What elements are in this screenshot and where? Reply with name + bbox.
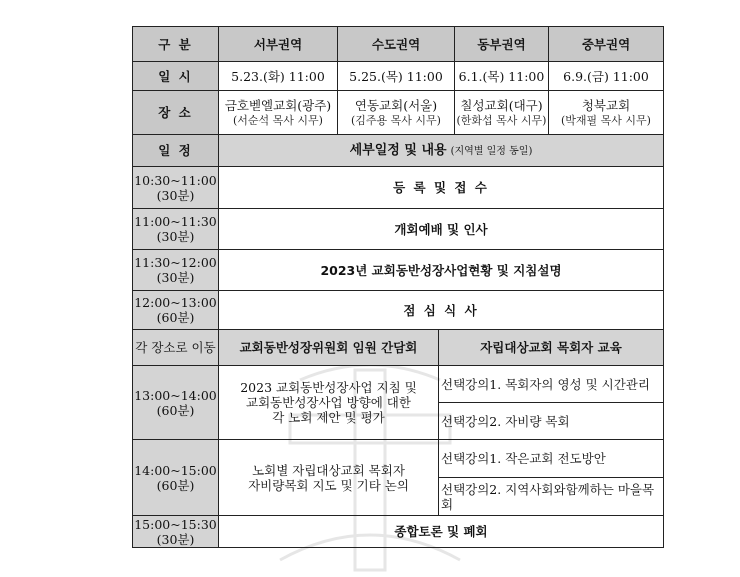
time-range: 11:30~12:00 bbox=[134, 255, 217, 270]
pastor-education-title: 자립대상교회 목회자 교육 bbox=[439, 330, 664, 366]
venue-host: (한화섭 목사 시무) bbox=[456, 113, 547, 127]
time-range: 14:00~15:00 bbox=[134, 462, 217, 478]
header-category: 구 분 bbox=[133, 27, 219, 62]
program-title-cell bbox=[219, 135, 664, 167]
block1-time bbox=[133, 366, 219, 440]
elective-lecture: 선택강의2. 자비량 목회 bbox=[439, 403, 664, 440]
header-region-west: 서부권역 bbox=[219, 27, 338, 62]
duration: (30분) bbox=[156, 531, 195, 547]
header-region-central: 중부권역 bbox=[549, 27, 664, 62]
move-label: 각 장소로 이동 bbox=[133, 330, 219, 366]
duration: (30분) bbox=[156, 229, 195, 244]
session-content: 개회예배 및 인사 bbox=[219, 209, 664, 250]
elective-lecture: 선택강의2. 지역사회와함께하는 마을목회 bbox=[439, 478, 664, 516]
content-line: 2023 교회동반성장사업 지침 및 bbox=[240, 380, 417, 395]
session-time bbox=[133, 209, 219, 250]
session-time bbox=[133, 167, 219, 209]
header-region-capital: 수도권역 bbox=[338, 27, 455, 62]
venue-name: 금호벧엘교회(광주) bbox=[224, 97, 332, 113]
program-label: 일 정 bbox=[133, 135, 219, 167]
duration: (30분) bbox=[156, 187, 195, 203]
header-region-east: 동부권역 bbox=[455, 27, 549, 62]
block1-left-content bbox=[219, 366, 439, 440]
venue-east bbox=[455, 91, 549, 135]
time-range: 15:00~15:30 bbox=[134, 516, 217, 532]
session-content: 점 심 식 사 bbox=[219, 291, 664, 330]
date-west: 5.23.(화) 11:00 bbox=[219, 62, 338, 91]
date-capital: 5.25.(목) 11:00 bbox=[338, 62, 455, 91]
content-line: 노회별 자립대상교회 목회자 bbox=[252, 462, 405, 478]
closing-content: 종합토론 및 폐회 bbox=[219, 516, 664, 548]
venue-name: 연동교회(서울) bbox=[354, 97, 438, 113]
session-content: 등 록 및 접 수 bbox=[219, 167, 664, 209]
duration: (30분) bbox=[156, 270, 195, 285]
elective-lecture: 선택강의1. 작은교회 전도방안 bbox=[439, 440, 664, 478]
venue-host: (서순석 목사 시무) bbox=[233, 113, 323, 127]
session-content: 2023년 교회동반성장사업현황 및 지침설명 bbox=[219, 250, 664, 291]
date-east: 6.1.(목) 11:00 bbox=[455, 62, 549, 91]
time-range: 11:00~11:30 bbox=[134, 214, 217, 229]
venue-central bbox=[549, 91, 664, 135]
venue-name: 청북교회 bbox=[581, 97, 631, 113]
block2-left-content bbox=[219, 440, 439, 516]
place-label: 장 소 bbox=[133, 91, 219, 135]
block2-time bbox=[133, 440, 219, 516]
venue-name: 칠성교회(대구) bbox=[460, 97, 543, 113]
time-range: 10:30~11:00 bbox=[134, 172, 217, 188]
session-time bbox=[133, 250, 219, 291]
date-label: 일 시 bbox=[133, 62, 219, 91]
committee-meeting-title: 교회동반성장위원회 임원 간담회 bbox=[219, 330, 439, 366]
closing-time bbox=[133, 516, 219, 548]
time-range: 12:00~13:00 bbox=[134, 295, 217, 310]
schedule-table bbox=[132, 26, 664, 548]
content-line: 교회동반성장사업 방향에 대한 bbox=[246, 395, 411, 410]
duration: (60분) bbox=[156, 477, 195, 493]
content-line: 자비량목회 지도 및 기타 논의 bbox=[248, 477, 409, 493]
duration: (60분) bbox=[156, 310, 195, 325]
duration: (60분) bbox=[156, 402, 195, 418]
content-line: 각 노회 제안 및 평가 bbox=[272, 410, 385, 425]
elective-lecture: 선택강의1. 목회자의 영성 및 시간관리 bbox=[439, 366, 664, 403]
venue-capital bbox=[338, 91, 455, 135]
program-note: (지역별 일정 동일) bbox=[450, 146, 533, 157]
venue-host: (김주용 목사 시무) bbox=[351, 113, 441, 127]
session-time bbox=[133, 291, 219, 330]
time-range: 13:00~14:00 bbox=[134, 387, 217, 403]
date-central: 6.9.(금) 11:00 bbox=[549, 62, 664, 91]
venue-host: (박재필 목사 시무) bbox=[561, 113, 651, 127]
program-title: 세부일정 및 내용 bbox=[349, 143, 447, 158]
venue-west bbox=[219, 91, 338, 135]
